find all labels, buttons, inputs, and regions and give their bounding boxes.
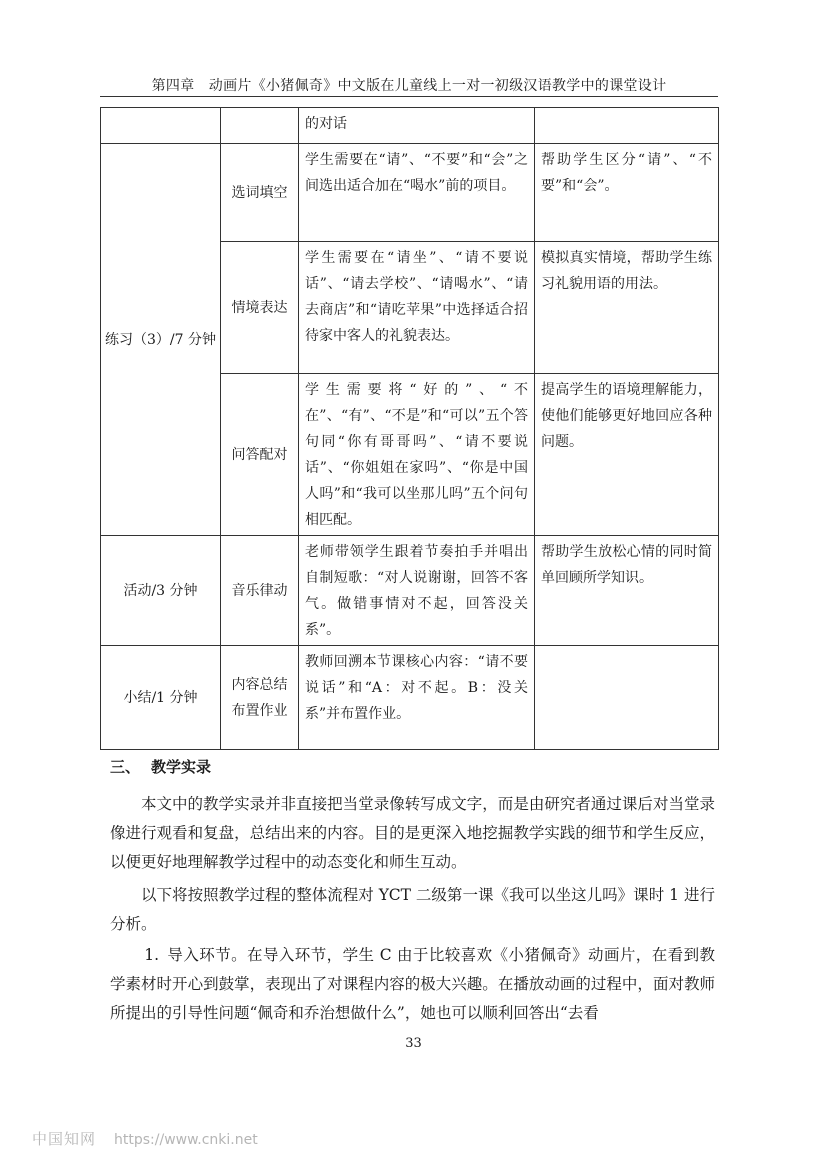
stage-cell: 活动/3 分钟 [101, 536, 221, 646]
body-paragraph: 以下将按照教学过程的整体流程对 YCT 二级第一课《我可以坐这儿吗》课时 1 进行分析。 [110, 886, 715, 933]
cnki-watermark [32, 1128, 258, 1149]
activity-cell [221, 108, 299, 144]
body-paragraph: 本文中的教学实录并非直接把当堂录像转写成文字，而是由研究者通过课后对当堂录像进行观看和复盘，总结出来的内容。目的是更深入地挖掘教学实践的细节和学生反应，以便更好地理解教学过程中的动态变化和师生互动。 [110, 795, 715, 871]
table-row [101, 108, 719, 144]
paragraph-text: 导入环节。在导入环节，学生 C 由于比较喜欢《小猪佩奇》动画片，在看到教学素材时开心到鼓掌，表现出了对课程内容的极大兴趣。在播放动画的过程中，面对教师所提出的引导性问题“佩奇和乔治想做什么”，她也可以顺利回答出“去看 [110, 946, 715, 1022]
activity-cell: 情境表达 [221, 242, 299, 374]
activity-cell: 选词填空 [221, 144, 299, 242]
content-cell: 老师带领学生跟着节奏拍手并唱出自制短歌：“对人说谢谢，回答不客气。做错事情对不起，回答没关系”。 [299, 536, 535, 646]
section-title: 教学实录 [151, 758, 212, 776]
table-row [101, 646, 719, 750]
stage-cell: 小结/1 分钟 [101, 646, 221, 750]
body-paragraph [110, 941, 715, 1028]
page-number: 33 [405, 1036, 422, 1051]
running-header: 第四章 动画片《小猪佩奇》中文版在儿童线上一对一初级汉语教学中的课堂设计 [151, 78, 667, 94]
purpose-cell: 帮助学生区分“请”、“不要”和“会”。 [535, 144, 719, 242]
content-cell: 的对话 [299, 108, 535, 144]
section-heading [110, 756, 211, 777]
purpose-cell: 帮助学生放松心情的同时简单回顾所学知识。 [535, 536, 719, 646]
purpose-cell: 提高学生的语境理解能力，使他们能够更好地回应各种问题。 [535, 374, 719, 536]
table-row [101, 536, 719, 646]
content-cell: 学生需要在“请坐”、“请不要说话”、“请去学校”、“请喝水”、“请去商店”和“请吃苹果”中选择适合招待家中客人的礼貌表达。 [299, 242, 535, 374]
activity-cell: 内容总结布置作业 [221, 646, 299, 750]
lesson-plan-table [100, 107, 719, 750]
content-cell: 学生需要在“请”、“不要”和“会”之间选出适合加在“喝水”前的项目。 [299, 144, 535, 242]
watermark-site-name: 中国知网 [32, 1130, 97, 1148]
purpose-cell: 模拟真实情境，帮助学生练习礼貌用语的用法。 [535, 242, 719, 374]
activity-cell: 问答配对 [221, 374, 299, 536]
purpose-cell [535, 646, 719, 750]
content-cell: 学生需要将“好的”、“不在”、“有”、“不是”和“可以”五个答句同“你有哥哥吗”、“请不要说话”、“你姐姐在家吗”、“你是中国人吗”和“我可以坐那儿吗”五个问句相匹配。 [299, 374, 535, 536]
table-row [101, 144, 719, 242]
purpose-cell [535, 108, 719, 144]
activity-cell: 音乐律动 [221, 536, 299, 646]
watermark-url: https://www.cnki.net [114, 1132, 258, 1148]
list-number: 1. [144, 946, 159, 964]
content-cell: 教师回溯本节课核心内容：“请不要说话”和“A：对不起。B：没关系”并布置作业。 [299, 646, 535, 750]
stage-cell: 练习（3）/7 分钟 [101, 144, 221, 536]
stage-cell [101, 108, 221, 144]
section-number: 三、 [110, 758, 141, 776]
header-rule [100, 96, 718, 97]
